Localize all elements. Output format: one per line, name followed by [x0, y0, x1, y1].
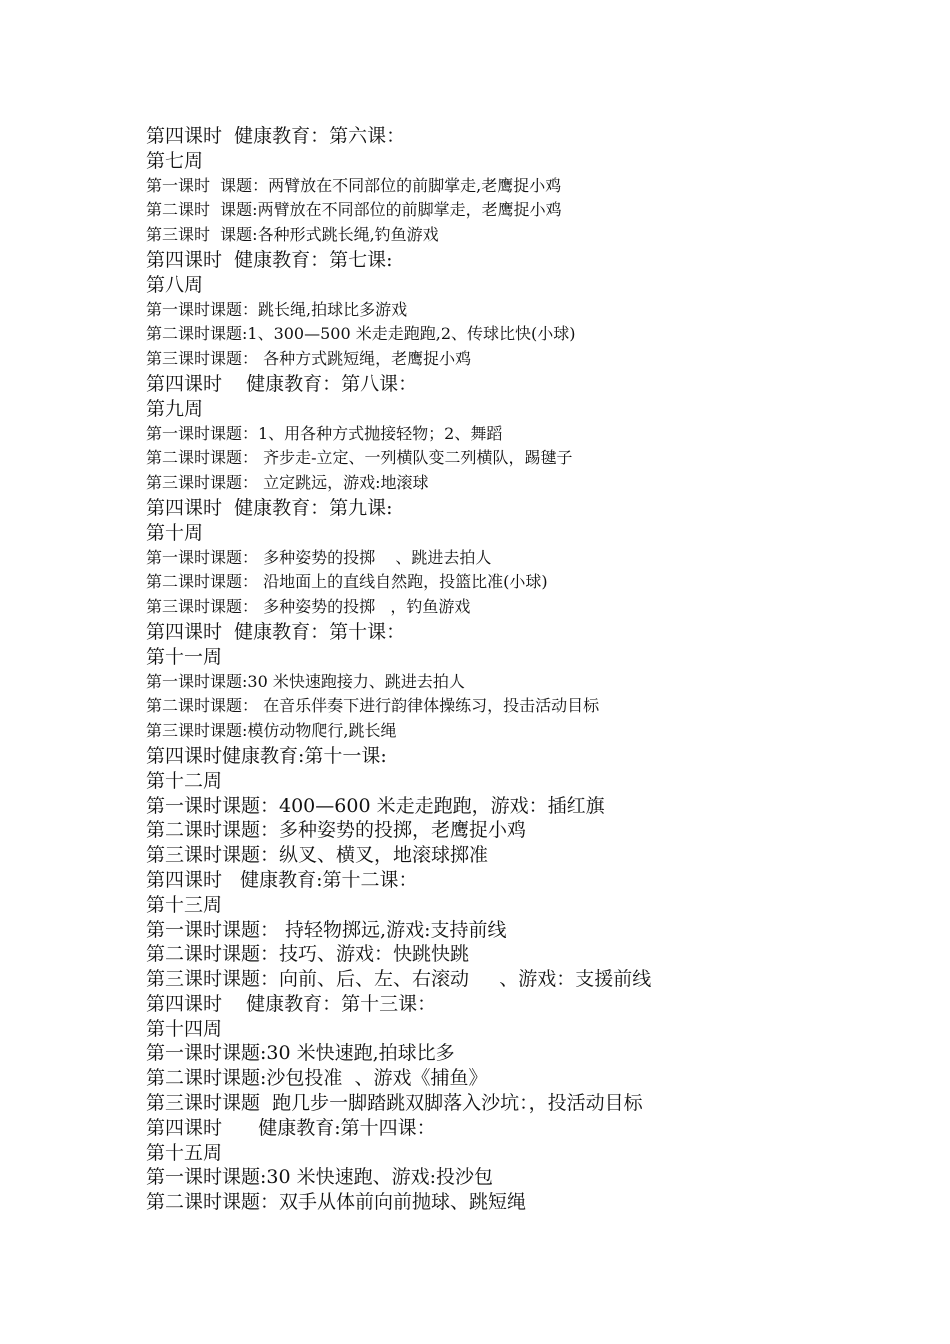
- lesson-line: 第二课时课题： 在音乐伴奏下进行韵律体操练习，投击活动目标: [146, 696, 600, 716]
- lesson-line: 第三课时课题 跑几步一脚踏跳双脚落入沙坑：，投活动目标: [146, 1092, 643, 1115]
- lesson-line: 第四课时 健康教育：第十三课：: [146, 992, 437, 1015]
- lesson-line: 第一课时课题：跳长绳,拍球比多游戏: [146, 299, 408, 319]
- lesson-line: 第二课时课题：多种姿势的投掷，老鹰捉小鸡: [146, 819, 527, 842]
- lesson-line: 第四课时 健康教育：第八课：: [146, 372, 418, 395]
- week-heading: 第十四周: [146, 1017, 223, 1040]
- lesson-line: 第一课时课题：400—600 米走走跑跑，游戏：插红旗: [146, 794, 605, 817]
- lesson-line: 第三课时课题： 各种方式跳短绳，老鹰捉小鸡: [146, 349, 472, 369]
- lesson-line: 第二课时课题： 齐步走-立定、一列横队变二列横队，踢毽子: [146, 448, 573, 468]
- lesson-line: 第四课时 健康教育：第九课:: [146, 496, 393, 519]
- lesson-line: 第二课时课题：双手从体前向前抛球、跳短绳: [146, 1191, 527, 1214]
- week-heading: 第十二周: [146, 769, 223, 792]
- lesson-line: 第一课时课题:30 米快速跑接力、跳进去拍人: [146, 671, 465, 691]
- lesson-line: 第一课时课题：1、用各种方式抛接轻物；2、舞蹈: [146, 423, 503, 443]
- week-heading: 第十三周: [146, 893, 223, 916]
- lesson-line: 第三课时课题:模仿动物爬行,跳长绳: [146, 721, 397, 741]
- lesson-line: 第一课时课题:30 米快速跑、游戏:投沙包: [146, 1166, 494, 1189]
- lesson-line: 第三课时课题： 立定跳远，游戏:地滚球: [146, 473, 429, 493]
- document-page: [146, 124, 906, 1215]
- week-heading: 第七周: [146, 149, 204, 172]
- lesson-line: 第二课时课题： 沿地面上的直线自然跑，投篮比准(小球): [146, 572, 548, 592]
- lesson-line: 第三课时课题： 多种姿势的投掷 ，钓鱼游戏: [146, 597, 471, 617]
- lesson-line: 第四课时 健康教育:第十二课：: [146, 868, 418, 891]
- lesson-line: 第三课时课题：纵叉、横叉，地滚球掷准: [146, 844, 489, 867]
- lesson-line: 第三课时 课题:各种形式跳长绳,钓鱼游戏: [146, 225, 439, 245]
- week-heading: 第十五周: [146, 1141, 223, 1164]
- lesson-line: 第四课时 健康教育：第六课：: [146, 125, 406, 147]
- lesson-line: 第四课时 健康教育：第十课：: [146, 620, 406, 643]
- lesson-line: 第一课时课题:30 米快速跑,拍球比多: [146, 1042, 455, 1065]
- lesson-line: 第三课时课题：向前、后、左、右滚动 、游戏：支援前线: [146, 968, 652, 991]
- lesson-line: 第二课时课题：技巧、游戏：快跳快跳: [146, 943, 470, 966]
- lesson-line: 第一课时课题： 多种姿势的投掷 、跳进去拍人: [146, 547, 492, 567]
- week-heading: 第八周: [146, 273, 204, 296]
- week-heading: 第十周: [146, 521, 204, 544]
- lesson-line: 第四课时健康教育:第十一课:: [146, 744, 387, 767]
- week-heading: 第九周: [146, 397, 204, 420]
- lesson-line: 第一课时课题： 持轻物掷远,游戏:支持前线: [146, 918, 507, 941]
- week-heading: 第十一周: [146, 645, 223, 668]
- lesson-line: 第四课时 健康教育:第十四课：: [146, 1116, 436, 1139]
- lesson-line: 第一课时 课题：两臂放在不同部位的前脚掌走,老鹰捉小鸡: [146, 175, 562, 195]
- lesson-line: 第二课时课题:1、300—500 米走走跑跑,2、传球比快(小球): [146, 324, 576, 344]
- lesson-line: 第二课时 课题:两臂放在不同部位的前脚掌走，老鹰捉小鸡: [146, 200, 562, 220]
- lesson-line: 第四课时 健康教育：第七课:: [146, 248, 393, 271]
- lesson-line: 第二课时课题:沙包投准 、游戏《捕鱼》: [146, 1067, 488, 1090]
